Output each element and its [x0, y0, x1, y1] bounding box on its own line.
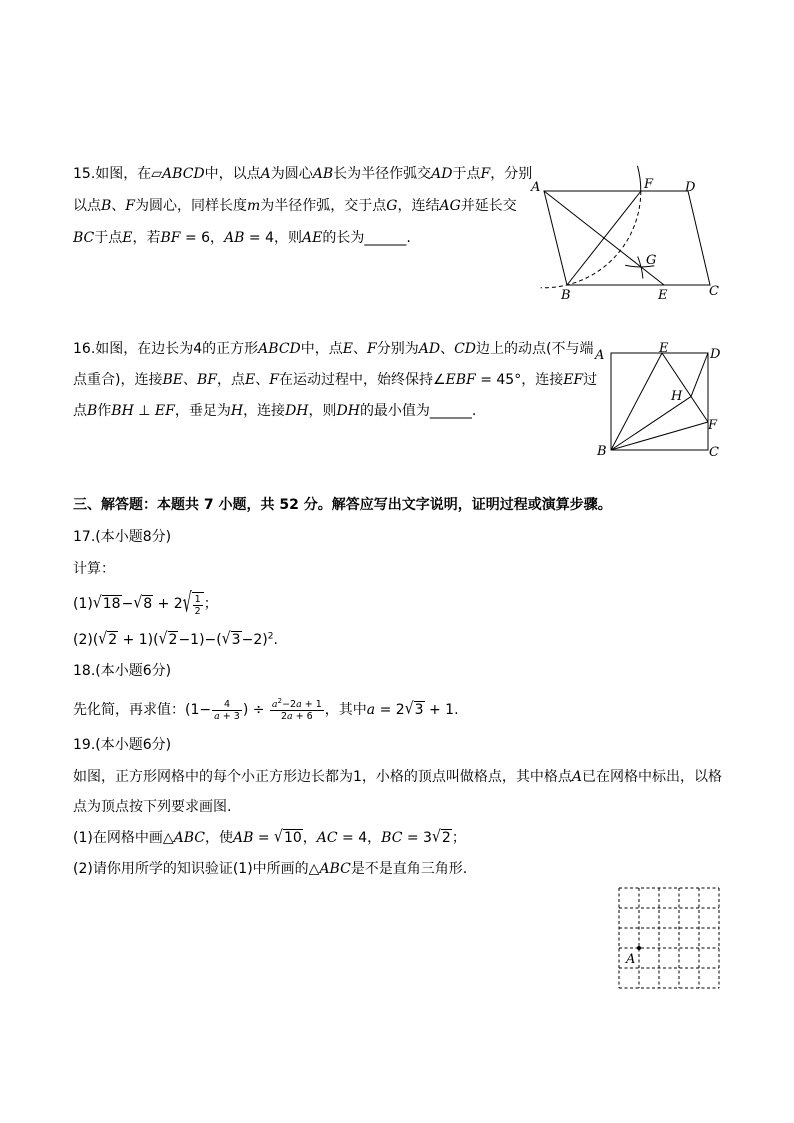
math-variable: CD	[454, 341, 477, 357]
parallelogram-abcd	[544, 191, 710, 285]
math-variable: E	[122, 230, 133, 246]
math-variable: A	[571, 769, 583, 785]
math-variable: BC	[73, 230, 95, 246]
label-b: B	[597, 444, 607, 459]
numerator-rest: −2a + 1	[282, 698, 322, 710]
figure-15-parallelogram	[520, 155, 730, 305]
radicand: 2	[108, 632, 118, 648]
figure-19-grid	[612, 882, 727, 994]
problem-15-line-2: 以点B、F为圆心，同样长度m为半径作弧，交于点G，连结AG并延长交	[73, 198, 517, 214]
q18-title: 18.(本小题6分)	[73, 663, 172, 679]
label-e: E	[659, 341, 669, 356]
math-variable: a	[366, 702, 376, 718]
problem-15-line-3: BC于点E，若BF = 6，AB = 4，则AE的长为______.	[73, 230, 411, 246]
problem-15-line-1: 15.如图，在▱ABCD中，以点A为圆心AB长为半径作弧交AD于点F，分别	[73, 166, 533, 182]
label-b: B	[561, 288, 571, 303]
sqrt-18	[92, 593, 122, 613]
math-variable: a	[271, 698, 278, 710]
fraction-quadratic-over-linear	[270, 696, 324, 722]
punctuation: ；	[451, 830, 466, 846]
section-3-heading: 三、解答题：本题共 7 小题，共 52 分。解答应写出文字说明，证明过程或演算步骤。	[73, 497, 612, 513]
q17-part-1	[73, 588, 218, 620]
q18-condition: ，其中a = 2	[324, 702, 405, 718]
math-variable: ABCD	[162, 166, 205, 182]
math-variable: AD	[418, 341, 441, 357]
exponent: 2	[277, 696, 283, 705]
q19-part-2: (2)请你用所学的知识验证(1)中所画的△ABC是不是直角三角形.	[73, 861, 468, 877]
math-variable: ABC	[173, 830, 205, 846]
q19-line-1: 如图，正方形网格中的每个小正方形边长都为1，小格的顶点叫做格点，其中格点A已在网格中标出，以格	[73, 769, 723, 785]
square-abcd	[611, 353, 708, 450]
denominator: 2	[194, 605, 201, 617]
math-variable: DH	[285, 403, 309, 419]
math-variable: F	[125, 198, 136, 214]
label-a: A	[531, 180, 541, 195]
q17-title: 17.(本小题8分)	[73, 529, 172, 545]
math-variable: BE	[162, 372, 183, 388]
math-variable: m	[247, 198, 261, 214]
q19-line-2: 点为顶点按下列要求画图.	[73, 799, 232, 815]
segment-ae	[544, 191, 664, 285]
q18-lead: 先化简，再求值：(1−	[73, 702, 212, 718]
numerator	[270, 696, 324, 711]
exponent: 2	[267, 631, 274, 642]
radicand: 3	[231, 632, 241, 648]
radical-sign: √	[431, 827, 441, 847]
q17-part-2	[73, 630, 278, 650]
math-variable: EF	[154, 403, 175, 419]
sqrt-10	[274, 827, 303, 847]
expression-text: −2)	[241, 632, 268, 648]
q19-title: 19.(本小题6分)	[73, 737, 172, 753]
label-f: F	[708, 418, 718, 433]
math-variable: E	[245, 372, 256, 388]
math-variable: B	[101, 198, 112, 214]
figure-16-square	[590, 335, 725, 460]
math-variable: AC	[316, 830, 338, 846]
label-c: C	[709, 284, 719, 299]
arc-center-a-above-f	[638, 166, 641, 191]
math-variable: BF	[160, 230, 181, 246]
math-variable: AG	[439, 198, 461, 214]
radical-sign: √	[98, 629, 108, 649]
radical-sign: √	[158, 629, 168, 649]
math-variable: a	[287, 710, 293, 722]
problem-16-line-3: 点B作BH ⊥ EF，垂足为H，连接DH，则DH的最小值为______.	[73, 403, 477, 419]
punctuation: ；	[203, 596, 218, 612]
radicand: 2	[168, 632, 178, 648]
math-variable: ABCD	[258, 341, 301, 357]
sqrt-8	[133, 593, 153, 613]
label-f: F	[644, 177, 654, 192]
denominator: 2a + 6	[280, 710, 313, 722]
radicand: 18	[102, 596, 121, 612]
radical-sign: √	[92, 593, 102, 613]
math-variable: AB	[232, 830, 254, 846]
sqrt-one-half	[182, 588, 204, 620]
q18-expression	[73, 694, 459, 726]
numerator: 1	[194, 593, 201, 605]
label-g: G	[646, 253, 657, 268]
radicand: 3	[414, 702, 424, 718]
segment-dh	[691, 353, 708, 397]
math-variable: B	[87, 403, 98, 419]
math-variable: AE	[302, 230, 323, 246]
math-variable: ABC	[319, 861, 351, 877]
label-c: C	[709, 445, 719, 460]
segment-bf	[611, 422, 708, 450]
label-d: D	[685, 180, 696, 195]
math-variable: AB	[312, 166, 334, 182]
math-variable: BF	[196, 372, 217, 388]
numerator: 4	[212, 699, 242, 711]
math-variable: BC	[381, 830, 403, 846]
segment-be	[611, 353, 662, 450]
q19-part-1-mid: ，AC = 4，BC = 3	[302, 830, 432, 846]
fraction	[193, 594, 203, 617]
denominator: a + 3	[214, 710, 240, 722]
expression-text: + 1)(	[118, 632, 159, 648]
sqrt-3	[221, 629, 242, 649]
fraction-4-over-a-plus-3	[212, 699, 242, 722]
math-variable: a	[296, 698, 302, 710]
math-variable: F	[480, 166, 491, 182]
sqrt-3	[404, 699, 425, 719]
operator: −	[121, 596, 134, 612]
math-variable: E	[342, 341, 354, 357]
label-e: E	[658, 288, 668, 303]
segment-bh	[611, 397, 691, 450]
math-variable: EBF	[445, 372, 476, 388]
math-variable: A	[260, 166, 271, 182]
q17-prompt: 计算：	[73, 561, 115, 577]
sqrt-2	[98, 629, 118, 649]
radical-sign: √	[221, 629, 231, 649]
radical-sign: √	[133, 593, 143, 613]
label-a: A	[626, 952, 636, 967]
math-variable: H	[230, 403, 244, 419]
part-label: (1)	[73, 596, 93, 612]
punctuation: .	[273, 632, 278, 648]
problem-16-line-2: 点重合)，连接BE、BF，点E、F在运动过程中，始终保持∠EBF = 45°，连接EF过	[73, 372, 598, 388]
q19-part-1	[73, 828, 466, 848]
operator: + 2	[153, 596, 183, 612]
problem-16-line-1: 16.如图，在边长为4的正方形ABCD中，点E、F分别为AD、CD边上的动点(不与端	[73, 341, 594, 357]
math-variable: F	[269, 372, 279, 388]
sqrt-2	[158, 629, 179, 649]
radicand: 2	[441, 830, 451, 846]
radical-sign: √	[274, 827, 283, 847]
math-variable: a	[214, 710, 220, 722]
divide-operator: ) ÷	[242, 702, 269, 718]
label-a: A	[595, 348, 605, 363]
label-h: H	[671, 389, 683, 404]
expression-text: −1)−(	[178, 632, 222, 648]
math-variable: EF	[563, 372, 584, 388]
sqrt-2	[431, 827, 452, 847]
label-d: D	[710, 347, 721, 362]
math-variable: F	[367, 341, 377, 357]
math-variable: DH	[336, 403, 360, 419]
math-variable: G	[386, 198, 398, 214]
lattice-point-a	[637, 946, 641, 950]
grid-horizontal-lines	[619, 888, 719, 988]
radicand: 8	[143, 596, 153, 612]
radical-sign: √	[404, 699, 414, 719]
grid-vertical-lines	[619, 888, 719, 988]
math-variable: AD	[431, 166, 453, 182]
radical-sign: √	[182, 588, 192, 620]
math-variable: AB	[224, 230, 245, 246]
radicand-fraction	[192, 592, 204, 617]
math-variable: BH	[111, 403, 134, 419]
q19-part-1-lead: (1)在网格中画△ABC，使AB =	[73, 830, 275, 846]
radicand: 10	[283, 830, 302, 846]
q18-end: + 1.	[424, 702, 459, 718]
part-label: (2)(	[73, 632, 99, 648]
